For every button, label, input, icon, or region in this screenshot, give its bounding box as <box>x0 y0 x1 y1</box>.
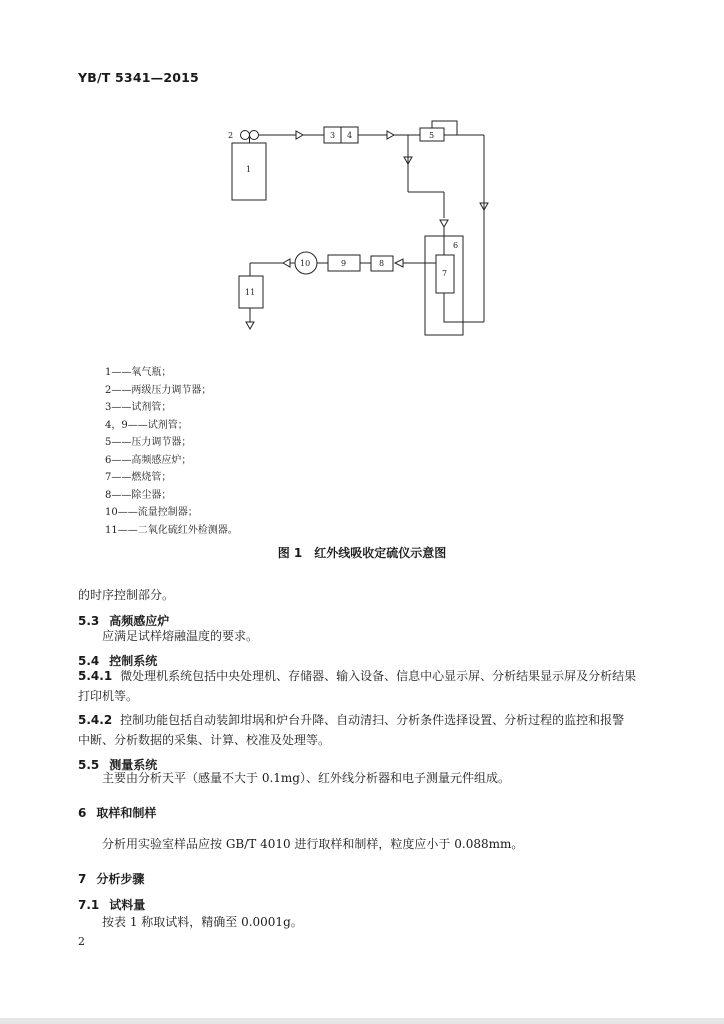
paragraph-5-4-2 <box>78 710 624 730</box>
flow-arrow <box>440 220 448 227</box>
section-title: 试料量 <box>109 898 146 912</box>
legend-item: 6——高频感应炉； <box>105 454 192 466</box>
legend-item: 11——二氧化硫红外检测器。 <box>105 524 238 536</box>
section-number: 5.4 <box>78 654 100 668</box>
section-title: 测量系统 <box>109 758 158 772</box>
label-2: 2 <box>228 131 234 140</box>
section-number: 7 <box>78 872 87 886</box>
label-8: 8 <box>379 259 385 268</box>
section-number: 5.3 <box>78 614 100 628</box>
regulator-circle-right <box>250 131 259 140</box>
label-3: 3 <box>330 131 336 140</box>
paragraph: 的时序控制部分。 <box>78 588 175 602</box>
label-7: 7 <box>442 269 448 278</box>
section-title: 分析步骤 <box>96 872 145 886</box>
flow-arrow <box>296 131 303 139</box>
legend-item: 5——压力调节器； <box>105 437 192 448</box>
legend-item: 4，9——试剂管； <box>105 419 188 431</box>
section-number: 7.1 <box>78 898 100 912</box>
label-10: 10 <box>300 259 311 268</box>
paragraph: 应满足试样熔融温度的要求。 <box>102 629 259 643</box>
paragraph: 打印机等。 <box>78 689 139 703</box>
label-4: 4 <box>347 131 353 140</box>
paragraph: 中断、分析数据的采集、计算、校准及处理等。 <box>78 733 331 747</box>
label-5: 5 <box>429 131 435 140</box>
section-title: 控制系统 <box>109 654 158 668</box>
legend-item: 1——氧气瓶； <box>105 367 172 378</box>
section-number: 6 <box>78 806 87 820</box>
legend-item: 7——燃烧管； <box>105 472 172 483</box>
figure-caption: 图 1 红外线吸收定硫仪示意图 <box>277 546 447 560</box>
flow-arrow <box>246 322 254 329</box>
page-bottom-edge <box>0 1018 724 1024</box>
legend-item: 8——除尘器； <box>105 489 172 501</box>
section-heading-7 <box>78 870 144 887</box>
legend-item: 2——两级压力调节器； <box>105 384 212 396</box>
label-11: 11 <box>245 288 256 297</box>
page-number: 2 <box>78 935 85 948</box>
legend-item: 10——流量控制器； <box>105 507 198 518</box>
flow-arrow <box>283 259 290 267</box>
section-heading-6 <box>78 804 156 821</box>
paragraph-text: 控制功能包括自动装卸坩埚和炉台升降、自动清扫、分析条件选择设置、分析过程的监控和报警 <box>120 713 625 727</box>
flow-arrow <box>395 259 403 267</box>
section-number: 5.4.2 <box>78 713 113 727</box>
label-9: 9 <box>341 259 347 268</box>
section-title: 高频感应炉 <box>109 614 170 628</box>
label-1: 1 <box>246 165 252 174</box>
document-code-header: YB/T 5341—2015 <box>78 70 199 85</box>
regulator-circle-left <box>241 131 250 140</box>
sulfur-analyzer-diagram <box>0 0 724 360</box>
section-number: 5.5 <box>78 758 100 772</box>
paragraph: 分析用实验室样品应按 GB/T 4010 进行取样和制样，粒度应小于 0.088mm。 <box>102 837 524 851</box>
label-6: 6 <box>453 241 459 250</box>
paragraph: 主要由分析天平（感量不大于 0.1mg）、红外线分析器和电子测量元件组成。 <box>102 771 510 785</box>
paragraph-5-4-1 <box>78 666 636 686</box>
figure-legend <box>105 364 238 539</box>
paragraph: 按表 1 称取试料，精确至 0.0001g。 <box>102 915 303 929</box>
paragraph-text: 微处理机系统包括中央处理机、存储器、输入设备、信息中心显示屏、分析结果显示屏及分析结果 <box>120 669 637 683</box>
section-title: 取样和制样 <box>96 806 157 820</box>
legend-item: 3——试剂管； <box>105 402 172 413</box>
section-heading-7-1 <box>78 896 145 913</box>
section-number: 5.4.1 <box>78 669 113 683</box>
flow-arrow <box>387 131 394 139</box>
